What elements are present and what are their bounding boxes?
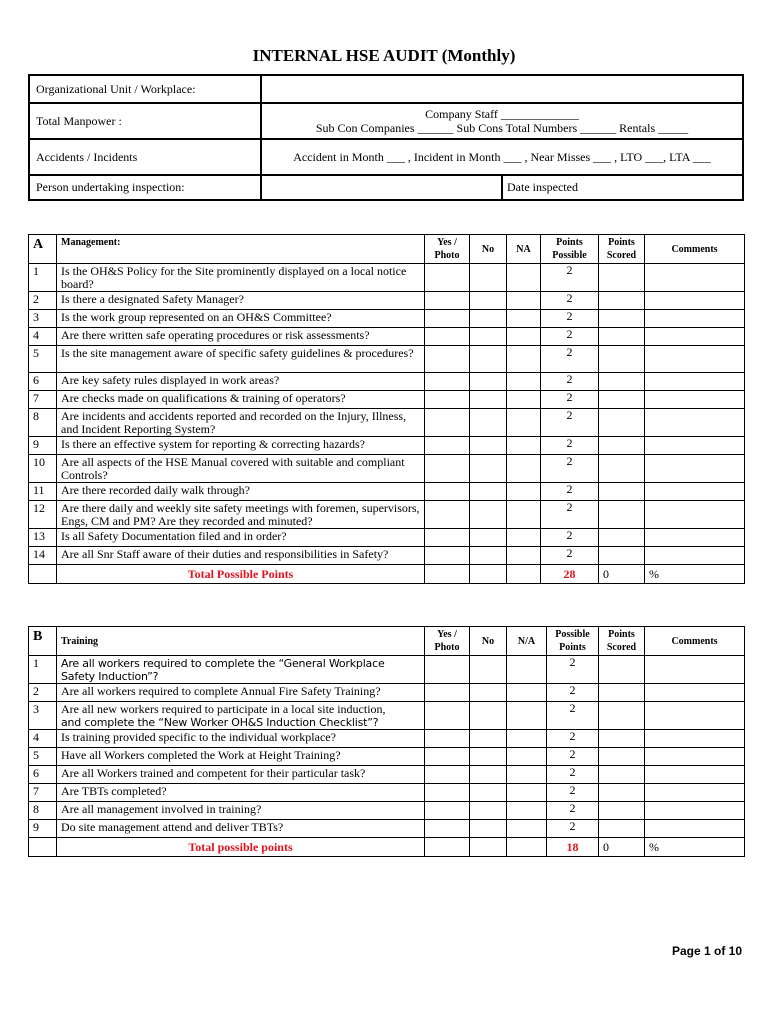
yes-photo-cell[interactable] xyxy=(425,784,470,802)
question-text: Are checks made on qualifications & training of operators? xyxy=(57,391,425,409)
na-cell[interactable] xyxy=(507,529,541,547)
section-a-total-pct: % xyxy=(645,565,745,584)
points-possible-cell: 2 xyxy=(541,547,599,565)
yes-photo-cell[interactable] xyxy=(425,501,470,529)
no-cell[interactable] xyxy=(470,292,507,310)
section-a-total-label: Total Possible Points xyxy=(57,565,425,584)
section-a-total-row xyxy=(29,565,745,584)
audit-row xyxy=(29,437,745,455)
comments-cell[interactable] xyxy=(645,702,745,730)
na-cell[interactable] xyxy=(507,547,541,565)
points-scored-cell[interactable] xyxy=(599,529,645,547)
yes-photo-cell[interactable] xyxy=(425,328,470,346)
points-possible-cell: 2 xyxy=(547,784,599,802)
org-unit-label: Organizational Unit / Workplace: xyxy=(29,75,261,103)
section-b-rows xyxy=(29,656,745,838)
comments-cell[interactable] xyxy=(645,501,745,529)
row-number: 2 xyxy=(29,684,57,702)
audit-row xyxy=(29,483,745,501)
points-possible-cell: 2 xyxy=(541,328,599,346)
col-comments: Comments xyxy=(645,235,745,264)
no-cell[interactable] xyxy=(470,455,507,483)
points-scored-cell[interactable] xyxy=(599,409,645,437)
org-unit-field[interactable] xyxy=(261,75,743,103)
points-scored-cell[interactable] xyxy=(599,391,645,409)
section-b-table xyxy=(28,626,745,857)
comments-cell[interactable] xyxy=(645,802,745,820)
yes-photo-cell[interactable] xyxy=(425,264,470,292)
points-scored-cell[interactable] xyxy=(599,501,645,529)
points-possible-cell: 2 xyxy=(541,437,599,455)
points-possible-cell: 2 xyxy=(541,346,599,373)
points-scored-cell[interactable] xyxy=(599,264,645,292)
section-a-letter: A xyxy=(29,235,57,264)
points-scored-cell[interactable] xyxy=(599,455,645,483)
no-cell[interactable] xyxy=(470,547,507,565)
points-scored-cell[interactable] xyxy=(599,702,645,730)
yes-photo-cell[interactable] xyxy=(425,455,470,483)
question-text xyxy=(57,656,425,684)
audit-row xyxy=(29,784,745,802)
row-number: 4 xyxy=(29,328,57,346)
points-scored-cell[interactable] xyxy=(599,437,645,455)
na-cell[interactable] xyxy=(507,437,541,455)
comments-cell[interactable] xyxy=(645,437,745,455)
audit-row xyxy=(29,748,745,766)
points-possible-cell: 2 xyxy=(547,802,599,820)
yes-photo-cell[interactable] xyxy=(425,373,470,391)
audit-row xyxy=(29,373,745,391)
question-text: Is training provided specific to the individual workplace? xyxy=(57,730,425,748)
row-number: 2 xyxy=(29,292,57,310)
section-a-total-scored: 0 xyxy=(599,565,645,584)
yes-photo-cell[interactable] xyxy=(425,409,470,437)
na-cell[interactable] xyxy=(507,730,547,748)
points-possible-cell: 2 xyxy=(547,702,599,730)
no-cell[interactable] xyxy=(470,529,507,547)
audit-row xyxy=(29,409,745,437)
manpower-field[interactable] xyxy=(261,103,743,139)
row-number: 1 xyxy=(29,264,57,292)
na-cell[interactable] xyxy=(507,391,541,409)
points-possible-cell: 2 xyxy=(541,264,599,292)
question-text: Are TBTs completed? xyxy=(57,784,425,802)
manpower-line1: Company Staff _____________ xyxy=(425,107,579,121)
date-label: Date inspected xyxy=(507,180,578,194)
question-text: Are key safety rules displayed in work areas? xyxy=(57,373,425,391)
comments-cell[interactable] xyxy=(645,373,745,391)
comments-cell[interactable] xyxy=(645,391,745,409)
question-text: Have all Workers completed the Work at Height Training? xyxy=(57,748,425,766)
yes-photo-cell[interactable] xyxy=(425,547,470,565)
na-cell[interactable] xyxy=(507,483,541,501)
row-number: 7 xyxy=(29,391,57,409)
yes-photo-cell[interactable] xyxy=(425,529,470,547)
points-scored-cell[interactable] xyxy=(599,766,645,784)
row-number: 5 xyxy=(29,748,57,766)
section-a-table xyxy=(28,234,745,584)
points-scored-cell[interactable] xyxy=(599,373,645,391)
points-possible-cell: 2 xyxy=(541,373,599,391)
points-possible-cell: 2 xyxy=(547,820,599,838)
col-possible-points: Possible Points xyxy=(547,627,599,656)
yes-photo-cell[interactable] xyxy=(425,292,470,310)
section-b-total-pct: % xyxy=(645,838,745,857)
row-number: 7 xyxy=(29,784,57,802)
points-possible-cell: 2 xyxy=(541,292,599,310)
na-cell[interactable] xyxy=(507,328,541,346)
person-label: Person undertaking inspection: xyxy=(29,175,261,200)
no-cell[interactable] xyxy=(470,656,507,684)
yes-photo-cell[interactable] xyxy=(425,820,470,838)
na-cell[interactable] xyxy=(507,501,541,529)
section-b-total-row xyxy=(29,838,745,857)
points-possible-cell: 2 xyxy=(541,529,599,547)
question-text-part: and complete the “New Worker OH&S Induction Checklist”? xyxy=(61,716,379,729)
manpower-label: Total Manpower : xyxy=(29,103,261,139)
yes-photo-cell[interactable] xyxy=(425,766,470,784)
points-possible-cell: 2 xyxy=(541,501,599,529)
na-cell[interactable] xyxy=(507,455,541,483)
col-comments: Comments xyxy=(645,627,745,656)
comments-cell[interactable] xyxy=(645,656,745,684)
question-text: Are all Workers trained and competent for their particular task? xyxy=(57,766,425,784)
points-scored-cell[interactable] xyxy=(599,820,645,838)
comments-cell[interactable] xyxy=(645,346,745,373)
points-scored-cell[interactable] xyxy=(599,483,645,501)
points-scored-cell[interactable] xyxy=(599,310,645,328)
na-cell[interactable] xyxy=(507,766,547,784)
question-text: Are there written safe operating procedures or risk assessments? xyxy=(57,328,425,346)
comments-cell[interactable] xyxy=(645,483,745,501)
points-scored-cell[interactable] xyxy=(599,292,645,310)
points-scored-cell[interactable] xyxy=(599,346,645,373)
col-yes-photo: Yes / Photo xyxy=(425,235,470,264)
audit-row xyxy=(29,702,745,730)
question-text: Is the OH&S Policy for the Site prominently displayed on a local notice board? xyxy=(57,264,425,292)
comments-cell[interactable] xyxy=(645,730,745,748)
points-possible-cell: 2 xyxy=(541,455,599,483)
page-title: INTERNAL HSE AUDIT (Monthly) xyxy=(252,46,516,65)
question-text: Are all management involved in training? xyxy=(57,802,425,820)
no-cell[interactable] xyxy=(470,684,507,702)
na-cell[interactable] xyxy=(507,409,541,437)
comments-cell[interactable] xyxy=(645,328,745,346)
yes-photo-cell[interactable] xyxy=(425,656,470,684)
yes-photo-cell[interactable] xyxy=(425,730,470,748)
question-text: Is there a designated Safety Manager? xyxy=(57,292,425,310)
comments-cell[interactable] xyxy=(645,409,745,437)
audit-row xyxy=(29,766,745,784)
question-text-part: Are all workers required to complete the “General Workplace Safety Induction”? xyxy=(61,657,385,683)
row-number: 10 xyxy=(29,455,57,483)
question-text: Are there recorded daily walk through? xyxy=(57,483,425,501)
comments-cell[interactable] xyxy=(645,784,745,802)
comments-cell[interactable] xyxy=(645,529,745,547)
na-cell[interactable] xyxy=(507,373,541,391)
question-text: Is the work group represented on an OH&S Committee? xyxy=(57,310,425,328)
row-number: 6 xyxy=(29,766,57,784)
na-cell[interactable] xyxy=(507,702,547,730)
yes-photo-cell[interactable] xyxy=(425,684,470,702)
row-number: 9 xyxy=(29,437,57,455)
points-possible-cell: 2 xyxy=(547,766,599,784)
section-b-total-label: Total possible points xyxy=(57,838,425,857)
yes-photo-cell[interactable] xyxy=(425,391,470,409)
manpower-line2: Sub Con Companies ______ Sub Cons Total Numbers ______ Rentals _____ xyxy=(315,121,689,135)
section-a-rows xyxy=(29,264,745,565)
audit-row xyxy=(29,310,745,328)
col-points-possible: Points Possible xyxy=(541,235,599,264)
na-cell[interactable] xyxy=(507,292,541,310)
yes-photo-cell[interactable] xyxy=(425,802,470,820)
yes-photo-cell[interactable] xyxy=(425,310,470,328)
no-cell[interactable] xyxy=(470,483,507,501)
accidents-label: Accidents / Incidents xyxy=(29,139,261,175)
points-scored-cell[interactable] xyxy=(599,802,645,820)
row-number: 8 xyxy=(29,802,57,820)
points-scored-cell[interactable] xyxy=(599,547,645,565)
col-na: NA xyxy=(507,235,541,264)
question-text: Are there daily and weekly site safety meetings with foremen, supervisors, Engs, CM and PM? Are they recorded and minuted? xyxy=(57,501,425,529)
yes-photo-cell[interactable] xyxy=(425,748,470,766)
points-scored-cell[interactable] xyxy=(599,328,645,346)
na-cell[interactable] xyxy=(507,346,541,373)
question-text-part: Are all new workers required to participate in a local site induction, xyxy=(61,702,386,716)
no-cell[interactable] xyxy=(470,501,507,529)
comments-cell[interactable] xyxy=(645,292,745,310)
points-scored-cell[interactable] xyxy=(599,656,645,684)
row-number: 11 xyxy=(29,483,57,501)
person-field[interactable] xyxy=(261,175,502,200)
col-points-scored: Points Scored xyxy=(599,235,645,264)
comments-cell[interactable] xyxy=(645,766,745,784)
na-cell[interactable] xyxy=(507,310,541,328)
audit-row xyxy=(29,684,745,702)
section-a-total-possible: 28 xyxy=(541,565,599,584)
no-cell[interactable] xyxy=(470,802,507,820)
audit-row xyxy=(29,820,745,838)
comments-cell[interactable] xyxy=(645,748,745,766)
audit-row xyxy=(29,264,745,292)
section-a-name: Management: xyxy=(57,235,425,264)
points-possible-cell: 2 xyxy=(547,684,599,702)
question-text xyxy=(57,702,425,730)
question-text: Are incidents and accidents reported and recorded on the Injury, Illness, and Incident Reporting System? xyxy=(57,409,425,437)
audit-row xyxy=(29,292,745,310)
date-field[interactable] xyxy=(502,175,743,200)
no-cell[interactable] xyxy=(470,409,507,437)
comments-cell[interactable] xyxy=(645,547,745,565)
no-cell[interactable] xyxy=(470,820,507,838)
na-cell[interactable] xyxy=(507,784,547,802)
yes-photo-cell[interactable] xyxy=(425,437,470,455)
comments-cell[interactable] xyxy=(645,310,745,328)
audit-row xyxy=(29,730,745,748)
section-b-name: Training xyxy=(57,627,425,656)
no-cell[interactable] xyxy=(470,310,507,328)
yes-photo-cell[interactable] xyxy=(425,346,470,373)
info-table xyxy=(28,74,744,201)
points-scored-cell[interactable] xyxy=(599,684,645,702)
na-cell[interactable] xyxy=(507,264,541,292)
audit-row xyxy=(29,391,745,409)
no-cell[interactable] xyxy=(470,748,507,766)
no-cell[interactable] xyxy=(470,766,507,784)
question-text: Are all aspects of the HSE Manual covered with suitable and compliant Controls? xyxy=(57,455,425,483)
col-no: No xyxy=(470,235,507,264)
points-possible-cell: 2 xyxy=(547,730,599,748)
audit-row xyxy=(29,802,745,820)
audit-row xyxy=(29,328,745,346)
audit-row xyxy=(29,346,745,373)
row-number: 9 xyxy=(29,820,57,838)
page-number: Page 1 of 10 xyxy=(672,944,743,958)
comments-cell[interactable] xyxy=(645,820,745,838)
no-cell[interactable] xyxy=(470,373,507,391)
section-b-total-possible: 18 xyxy=(547,838,599,857)
section-b-total-scored: 0 xyxy=(599,838,645,857)
question-text: Is there an effective system for reporting & correcting hazards? xyxy=(57,437,425,455)
points-scored-cell[interactable] xyxy=(599,784,645,802)
question-text: Is all Safety Documentation filed and in order? xyxy=(57,529,425,547)
row-number: 14 xyxy=(29,547,57,565)
points-scored-cell[interactable] xyxy=(599,748,645,766)
na-cell[interactable] xyxy=(507,820,547,838)
question-text: Are all workers required to complete Annual Fire Safety Training? xyxy=(57,684,425,702)
points-possible-cell: 2 xyxy=(541,409,599,437)
section-b-letter: B xyxy=(29,627,57,656)
question-text: Is the site management aware of specific safety guidelines & procedures? xyxy=(57,346,425,373)
no-cell[interactable] xyxy=(470,391,507,409)
audit-row xyxy=(29,656,745,684)
question-text: Do site management attend and deliver TBTs? xyxy=(57,820,425,838)
row-number: 4 xyxy=(29,730,57,748)
row-number: 3 xyxy=(29,702,57,730)
row-number: 12 xyxy=(29,501,57,529)
col-yes-photo: Yes / Photo xyxy=(425,627,470,656)
na-cell[interactable] xyxy=(507,802,547,820)
no-cell[interactable] xyxy=(470,702,507,730)
question-text: Are all Snr Staff aware of their duties and responsibilities in Safety? xyxy=(57,547,425,565)
no-cell[interactable] xyxy=(470,328,507,346)
points-possible-cell: 2 xyxy=(541,310,599,328)
comments-cell[interactable] xyxy=(645,684,745,702)
audit-row xyxy=(29,529,745,547)
row-number: 1 xyxy=(29,656,57,684)
col-na: N/A xyxy=(507,627,547,656)
points-possible-cell: 2 xyxy=(547,656,599,684)
points-possible-cell: 2 xyxy=(541,391,599,409)
points-scored-cell[interactable] xyxy=(599,730,645,748)
audit-row xyxy=(29,547,745,565)
audit-row xyxy=(29,455,745,483)
no-cell[interactable] xyxy=(470,437,507,455)
yes-photo-cell[interactable] xyxy=(425,702,470,730)
na-cell[interactable] xyxy=(507,748,547,766)
no-cell[interactable] xyxy=(470,346,507,373)
points-possible-cell: 2 xyxy=(541,483,599,501)
row-number: 5 xyxy=(29,346,57,373)
row-number: 3 xyxy=(29,310,57,328)
no-cell[interactable] xyxy=(470,264,507,292)
row-number: 8 xyxy=(29,409,57,437)
na-cell[interactable] xyxy=(507,684,547,702)
row-number: 6 xyxy=(29,373,57,391)
points-possible-cell: 2 xyxy=(547,748,599,766)
comments-cell[interactable] xyxy=(645,264,745,292)
comments-cell[interactable] xyxy=(645,455,745,483)
col-no: No xyxy=(470,627,507,656)
accidents-field[interactable]: Accident in Month ___ , Incident in Month ___ , Near Misses ___ , LTO ___, LTA ___ xyxy=(261,139,743,175)
no-cell[interactable] xyxy=(470,730,507,748)
audit-row xyxy=(29,501,745,529)
col-points-scored: Points Scored xyxy=(599,627,645,656)
yes-photo-cell[interactable] xyxy=(425,483,470,501)
no-cell[interactable] xyxy=(470,784,507,802)
row-number: 13 xyxy=(29,529,57,547)
na-cell[interactable] xyxy=(507,656,547,684)
